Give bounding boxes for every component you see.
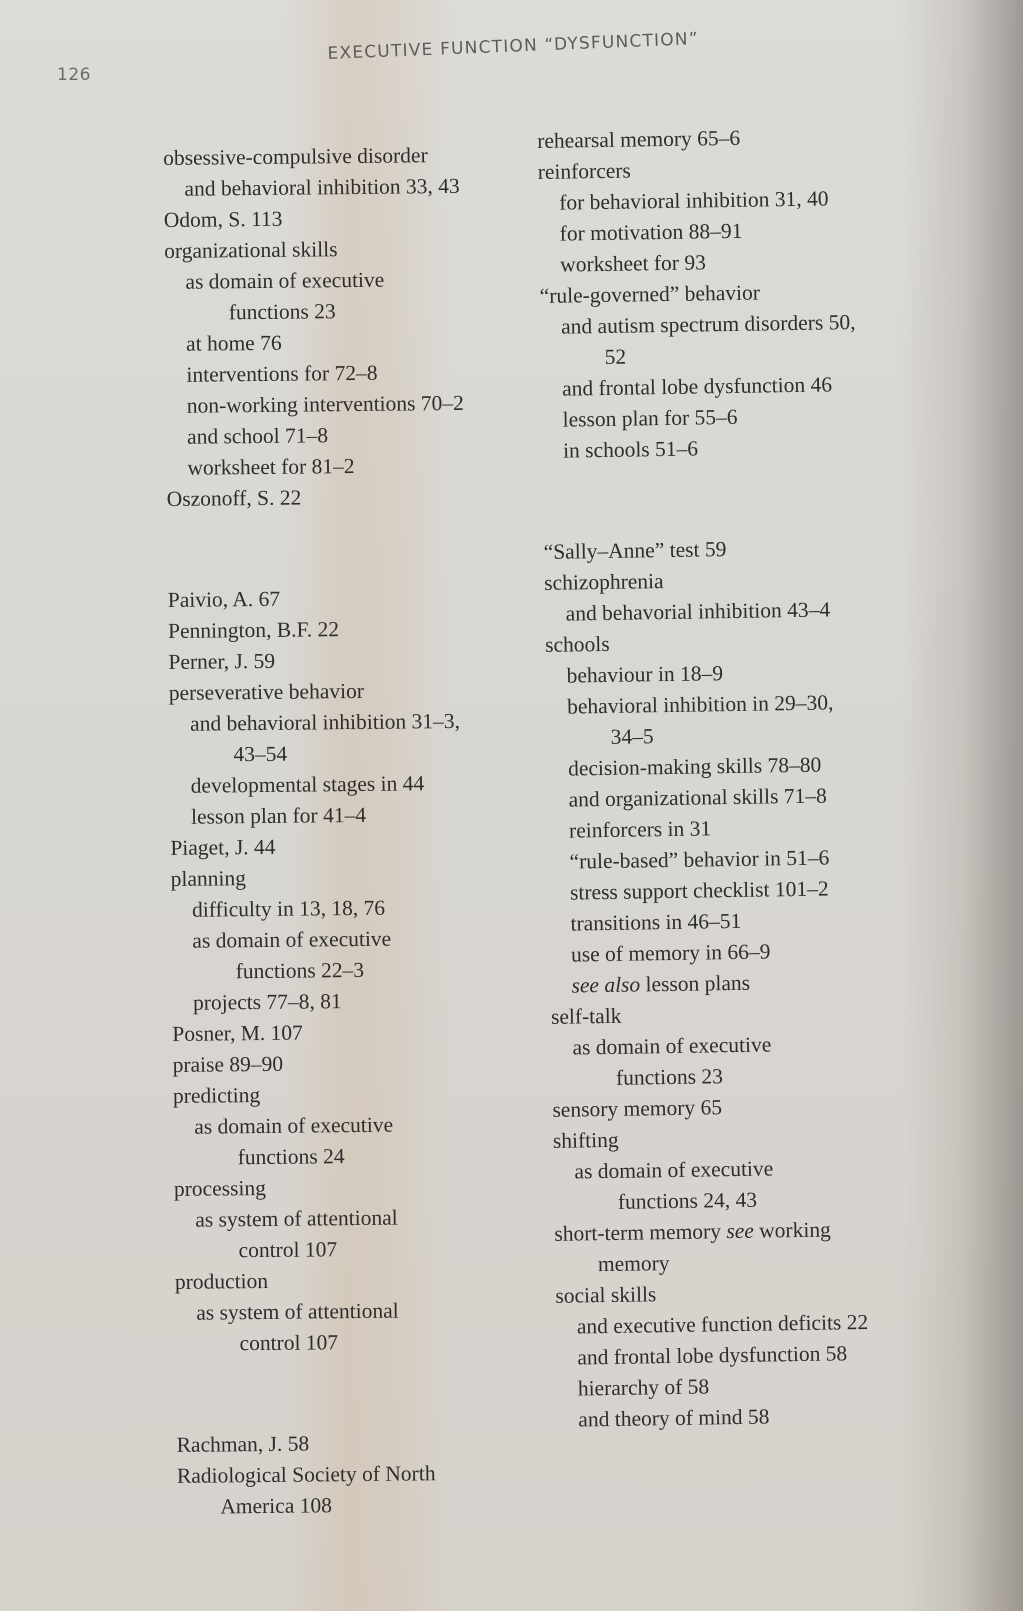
index-subentry: behaviour in 18–9 (566, 661, 724, 688)
index-subentry: and school 71–8 (186, 423, 329, 449)
index-subentry: as domain of executive (192, 926, 392, 953)
page-header (0, 0, 1023, 110)
index-subentry: as system of attentional (196, 1298, 399, 1325)
index-subentry-continuation: functions 22–3 (235, 957, 365, 984)
index-subentry: and frontal lobe dysfunction 46 (561, 372, 833, 401)
index-subentry: difficulty in 13, 18, 76 (191, 895, 386, 922)
index-subentry: as domain of executive (194, 1112, 394, 1139)
index-column-left (163, 140, 476, 1523)
index-subentry: and behavioral inhibition 31–3, (189, 708, 461, 736)
index-entry: Rachman, J. 58 (176, 1431, 310, 1457)
index-entry: organizational skills (164, 237, 338, 263)
index-entry: “Sally–Anne” test 59 (543, 537, 727, 564)
index-entry: sensory memory 65 (552, 1095, 723, 1122)
index-subentry: and theory of mind 58 (578, 1404, 770, 1432)
index-entry: shifting (552, 1127, 619, 1153)
index-entry: processing (173, 1175, 267, 1201)
index-entry: schizophrenia (543, 569, 664, 595)
section-gap (167, 512, 465, 552)
index-entry: obsessive-compulsive disorder (163, 143, 428, 170)
index-entry: Perner, J. 59 (168, 648, 276, 674)
section-gap (167, 549, 465, 585)
index-subentry: lesson plan for 55–6 (562, 404, 738, 432)
index-subentry-continuation: control 107 (239, 1330, 339, 1356)
index-subentry: and behavioral inhibition 33, 43 (184, 173, 460, 201)
section-gap (543, 499, 859, 537)
index-subentry-continuation: control 107 (238, 1237, 338, 1263)
index-subentry: lesson plan for 41–4 (190, 802, 367, 829)
index-subentry: as domain of executive (574, 1156, 774, 1184)
index-entry: perseverative behavior (168, 678, 365, 705)
index-cross-reference (550, 966, 866, 1002)
index-subentry: non-working interventions 70–2 (186, 390, 464, 418)
index-subentry: as domain of executive (572, 1032, 772, 1060)
index-entry: reinforcers (537, 158, 632, 184)
index-subentry: developmental stages in 44 (190, 771, 425, 798)
index-entry: Paivio, A. 67 (167, 586, 281, 612)
index-subentry: “rule-based” behavior in 51–6 (569, 845, 830, 874)
index-entry-continuation: America 108 (220, 1493, 333, 1519)
index-subentry: transitions in 46–51 (570, 908, 742, 936)
index-subentry-continuation: functions 24, 43 (617, 1187, 758, 1214)
index-subentry: reinforcers in 31 (568, 816, 712, 843)
index-entry: Piaget, J. 44 (170, 834, 276, 860)
entry-term: short-term memory (554, 1219, 727, 1246)
index-subentry: and behavorial inhibition 43–4 (565, 597, 831, 626)
index-entry: schools (544, 631, 610, 657)
section-gap (542, 462, 858, 504)
index-subentry: at home 76 (185, 330, 282, 356)
index-subentry: and executive function deficits 22 (576, 1309, 869, 1339)
index-subentry-continuation: functions 24 (237, 1144, 345, 1170)
index-subentry: as system of attentional (195, 1205, 398, 1232)
index-subentry: as domain of executive (185, 267, 385, 294)
index-entry-see (554, 1214, 870, 1250)
page-number: 126 (57, 65, 91, 85)
see-label: see (726, 1218, 754, 1244)
running-head: EXECUTIVE FUNCTION “DYSFUNCTION” (327, 29, 700, 64)
section-gap (176, 1394, 474, 1430)
index-subentry: and frontal lobe dysfunction 58 (577, 1341, 848, 1370)
index-entry: Radiological Society of North (176, 1461, 436, 1488)
index-column-right (537, 121, 873, 1436)
index-entry: Pennington, B.F. 22 (167, 617, 340, 643)
index-entry-continuation: memory (597, 1251, 670, 1277)
index-subentry: behavioral inhibition in 29–30, (566, 690, 834, 719)
index-subentry: and organizational skills 71–8 (568, 783, 827, 812)
index-subentry: interventions for 72–8 (186, 360, 378, 387)
index-entry: predicting (172, 1083, 261, 1108)
index-entry: social skills (555, 1282, 657, 1308)
see-also-label: see also (571, 972, 641, 998)
index-entry: Oszonoff, S. 22 (166, 485, 302, 511)
section-gap (176, 1357, 474, 1397)
index-entry: rehearsal memory 65–6 (537, 125, 741, 153)
index-subentry: for motivation 88–91 (559, 218, 743, 246)
index-entry: planning (170, 866, 247, 891)
index-subentry-continuation: functions 23 (615, 1064, 724, 1090)
index-subentry: hierarchy of 58 (577, 1374, 710, 1401)
index-subentry-continuation: 34–5 (610, 724, 654, 749)
index-subentry: use of memory in 66–9 (570, 939, 771, 967)
index-subentry: worksheet for 81–2 (187, 454, 355, 480)
index-subentry: worksheet for 93 (559, 250, 707, 277)
index-subentry: and autism spectrum disorders 50, (560, 310, 856, 339)
index-entry: self-talk (550, 1003, 622, 1029)
index-entry: Odom, S. 113 (163, 206, 283, 232)
index-subentry: in schools 51–6 (562, 436, 699, 463)
index-subentry: stress support checklist 101–2 (569, 876, 829, 905)
index-entry: praise 89–90 (172, 1051, 284, 1077)
index-entry: Posner, M. 107 (172, 1020, 303, 1046)
index-subentry-continuation: functions 23 (228, 299, 336, 325)
index-entry: production (174, 1268, 269, 1294)
index-subentry-continuation: 52 (604, 344, 627, 369)
index-subentry: for behavioral inhibition 31, 40 (559, 186, 829, 215)
index-entry: “rule-governed” behavior (539, 280, 761, 308)
index-subentry-continuation: 43–54 (233, 741, 288, 767)
cross-reference-target: lesson plans (639, 970, 751, 997)
index-subentry: projects 77–8, 81 (192, 989, 342, 1015)
cross-reference-target: working (753, 1217, 832, 1243)
index-subentry: decision-making skills 78–80 (567, 752, 822, 781)
